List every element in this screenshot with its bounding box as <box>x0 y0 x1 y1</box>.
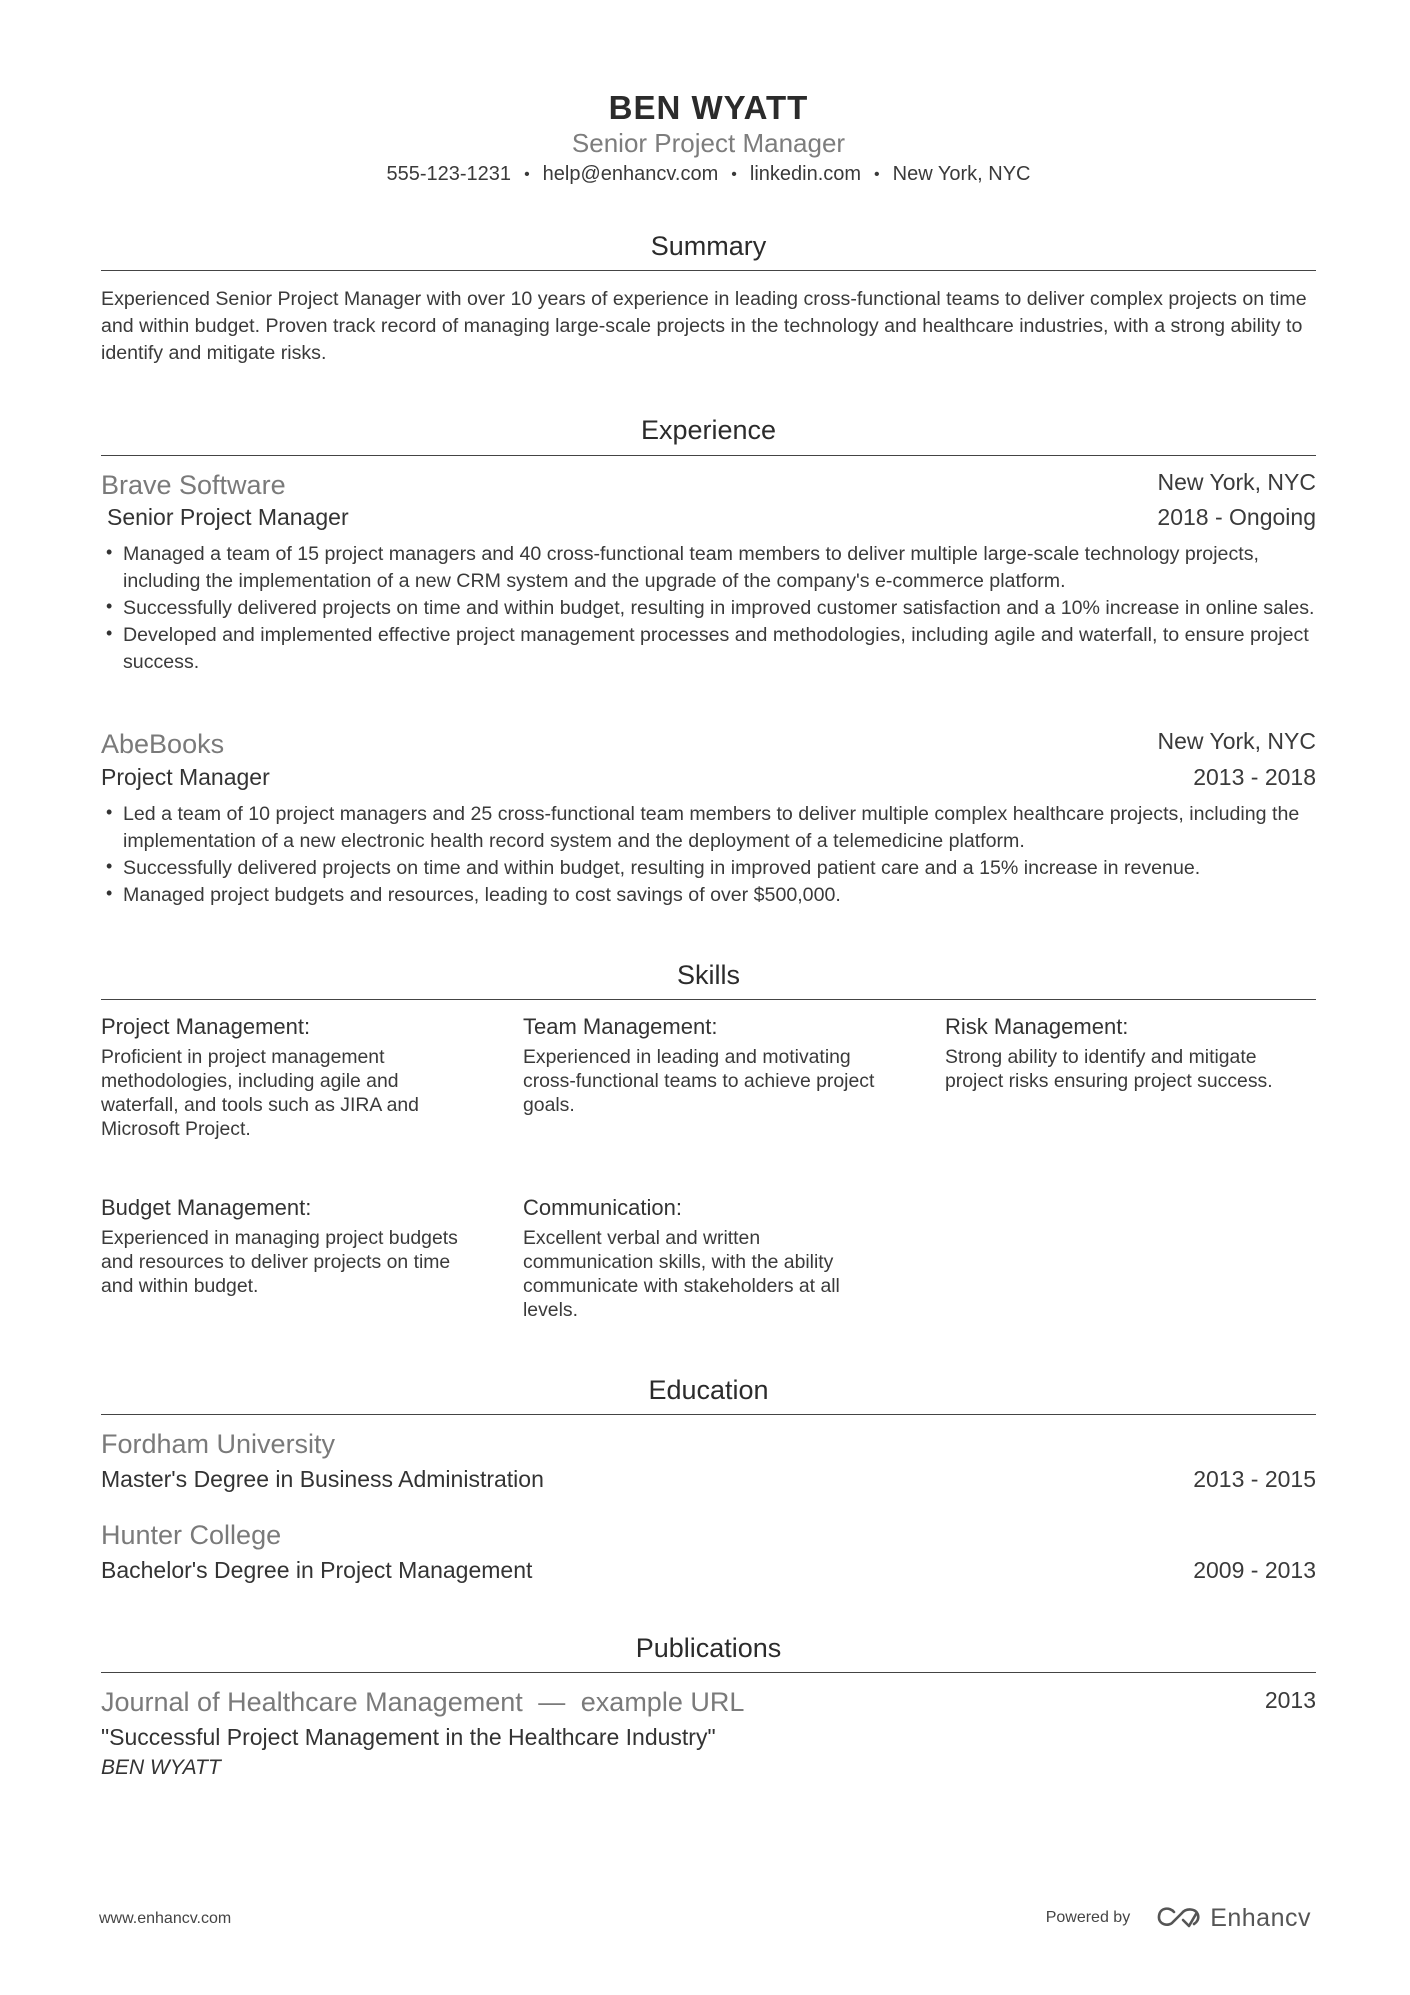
skill-title: Budget Management: <box>101 1195 312 1220</box>
contact-email[interactable]: help@enhancv.com <box>542 163 719 185</box>
skill-description: Excellent verbal and written communication skills, with the ability communicate with stakeholders at all levels. <box>523 1227 840 1321</box>
skill-title: Communication: <box>523 1195 682 1220</box>
enhancv-logo-icon <box>1156 1905 1202 1931</box>
list-item: • Managed project budgets and resources, leading to cost savings of over $500,000. <box>101 882 1316 909</box>
skill-title: Project Management: <box>101 1014 311 1039</box>
section-divider <box>101 455 1316 456</box>
job-dates: 2018 - Ongoing <box>1157 504 1316 530</box>
education-dates: 2009 - 2013 <box>1193 1557 1316 1583</box>
publication-source-line <box>101 1685 744 1719</box>
contact-location: New York, NYC <box>892 163 1031 185</box>
skills-heading: Skills <box>676 960 740 990</box>
skill-title: Risk Management: <box>945 1014 1129 1039</box>
summary-text: Experienced Senior Project Manager with over 10 years of experience in leading cross-functional teams to deliver complex projects on time and within budget. Proven track record of managing large-scale projects in the technology and healthcare industries, with a strong ability to identify and mitigate risks. <box>101 288 1307 364</box>
job-bullets <box>101 801 1316 909</box>
footer-website[interactable]: www.enhancv.com <box>99 1910 232 1927</box>
skill-description: Experienced in leading and motivating cross-functional teams to achieve project goals. <box>523 1046 875 1116</box>
section-divider <box>101 270 1316 271</box>
job-position: Senior Project Manager <box>107 504 349 530</box>
skill-item <box>945 1012 1315 1093</box>
education-heading: Education <box>648 1375 769 1405</box>
contact-line <box>101 160 1316 189</box>
list-item: • Successfully delivered projects on time and within budget, resulting in improved patient care and a 15% increase in revenue. <box>101 855 1316 882</box>
publication-separator: — <box>538 1687 566 1717</box>
education-school: Hunter College <box>101 1520 282 1550</box>
job-bullets <box>101 541 1316 676</box>
job-company: AbeBooks <box>101 729 225 759</box>
contact-linkedin[interactable]: linkedin.com <box>749 163 862 185</box>
bullet-separator: • <box>524 166 530 183</box>
section-divider <box>101 1672 1316 1673</box>
job-dates: 2013 - 2018 <box>1193 764 1316 790</box>
skill-item <box>101 1193 471 1298</box>
skill-item <box>523 1193 893 1322</box>
list-item: • Led a team of 10 project managers and 25 cross-functional team members to deliver multiple complex healthcare projects, including the implementation of a new electronic health record system and the deployment of a telemedicine platform. <box>101 801 1316 855</box>
experience-heading: Experience <box>640 415 777 445</box>
publications-heading: Publications <box>635 1633 782 1663</box>
publication-year: 2013 <box>1264 1687 1316 1713</box>
publication-author: BEN WYATT <box>101 1756 221 1779</box>
list-item: • Managed a team of 15 project managers and 40 cross-functional team members to deliver multiple large-scale technology projects, including the implementation of a new CRM system and the upgrade of the company's e-commerce platform. <box>101 541 1316 595</box>
job-position: Project Manager <box>101 764 270 790</box>
footer-branding <box>1046 1904 1311 1932</box>
skill-item <box>523 1012 893 1117</box>
job-location: New York, NYC <box>1157 469 1316 495</box>
list-item: • Successfully delivered projects on time and within budget, resulting in improved customer satisfaction and a 10% increase in online sales. <box>101 595 1316 622</box>
enhancv-brand: Enhancv <box>1210 1904 1311 1932</box>
education-dates: 2013 - 2015 <box>1193 1466 1316 1492</box>
list-item: • Developed and implemented effective project management processes and methodologies, including agile and waterfall, to ensure project success. <box>101 622 1316 676</box>
powered-by-label: Powered by <box>1045 1909 1131 1926</box>
publication-link[interactable]: example URL <box>580 1687 745 1717</box>
section-divider <box>101 999 1316 1000</box>
job-location: New York, NYC <box>1157 728 1316 754</box>
candidate-name: BEN WYATT <box>608 89 809 126</box>
publication-title: "Successful Project Management in the Healthcare Industry" <box>101 1724 716 1750</box>
bullet-separator: • <box>731 166 737 183</box>
skill-title: Team Management: <box>523 1014 718 1039</box>
contact-phone: 555-123-1231 <box>386 163 512 185</box>
skill-item <box>101 1012 471 1141</box>
section-divider <box>101 1414 1316 1415</box>
education-degree: Master's Degree in Business Administration <box>101 1466 544 1492</box>
education-school: Fordham University <box>101 1429 336 1459</box>
education-degree: Bachelor's Degree in Project Management <box>101 1557 533 1583</box>
job-company: Brave Software <box>101 470 286 500</box>
candidate-role: Senior Project Manager <box>571 128 846 158</box>
publication-source: Journal of Healthcare Management <box>101 1687 523 1717</box>
summary-heading: Summary <box>650 231 767 261</box>
skill-description: Experienced in managing project budgets and resources to deliver projects on time and within budget. <box>101 1227 458 1297</box>
skill-description: Proficient in project management methodologies, including agile and waterfall, and tools such as JIRA and Microsoft Project. <box>101 1046 419 1140</box>
bullet-separator: • <box>874 166 880 183</box>
skill-description: Strong ability to identify and mitigate project risks ensuring project success. <box>945 1046 1273 1092</box>
